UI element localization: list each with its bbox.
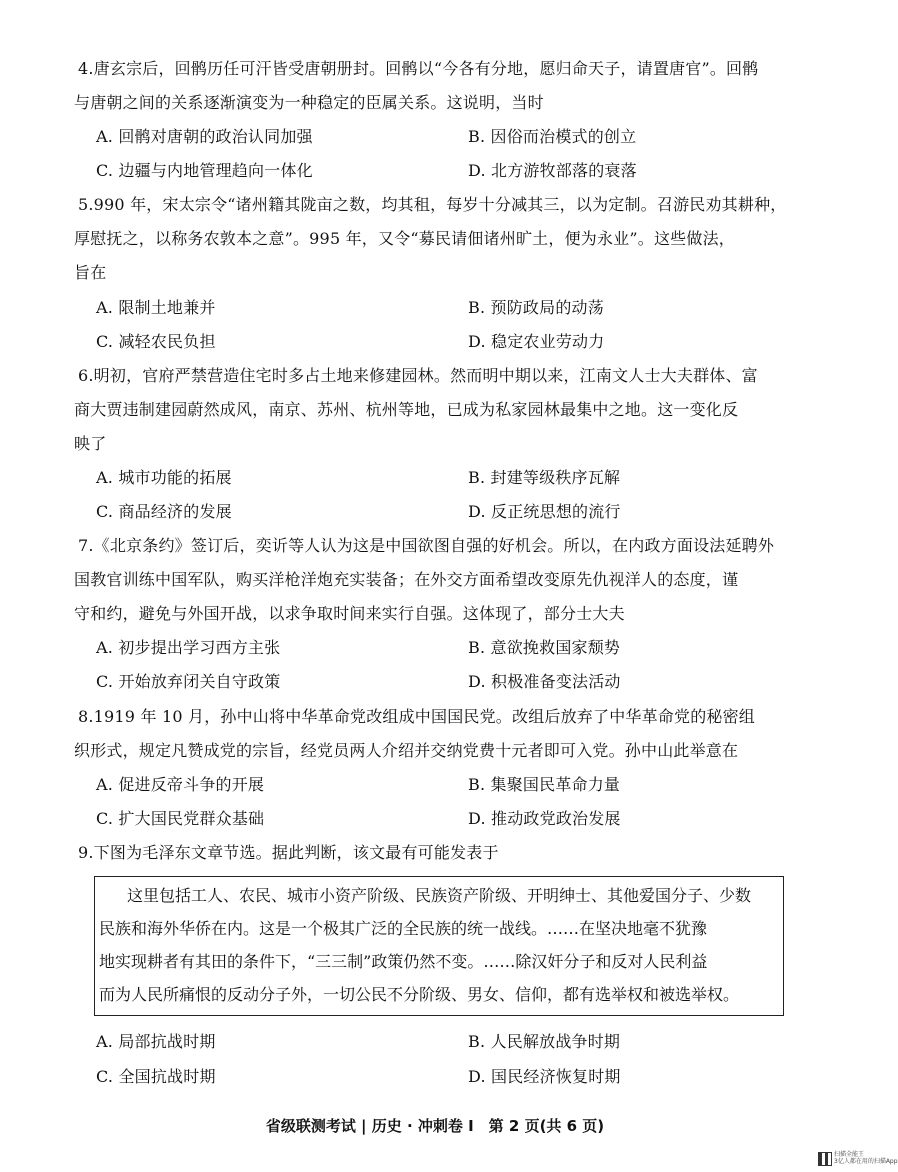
q6-stem-line-3: 映了: [74, 434, 107, 453]
q6-option-a: A. 城市功能的拓展: [96, 468, 232, 487]
q6-stem-line-1: 6.明初，官府严禁营造住宅时多占土地来修建园林。然而明中期以来，江南文人士大夫群体、富: [78, 366, 758, 385]
q5-stem-line-2: 厚慰抚之，以称务农敦本之意”。995 年，又令“募民请佃诸州旷土，便为永业”。这些做法，: [74, 229, 735, 248]
q8-option-c: C. 扩大国民党群众基础: [96, 809, 265, 828]
q4-option-a: A. 回鹘对唐朝的政治认同加强: [96, 127, 313, 146]
q9-option-d: D. 国民经济恢复时期: [468, 1067, 621, 1086]
q5-option-a: A. 限制土地兼并: [96, 298, 216, 317]
q8-option-b: B. 集聚国民革命力量: [468, 775, 621, 794]
q4-stem-line-2: 与唐朝之间的关系逐渐演变为一种稳定的臣属关系。这说明，当时: [74, 93, 544, 112]
q7-stem-line-3: 守和约，避免与外国开战，以求争取时间来实行自强。这体现了，部分士大夫: [74, 604, 625, 623]
quote-line: 而为人民所痛恨的反动分子外，一切公民不分阶级、男女、信仰，都有选举权和被选举权。: [99, 985, 740, 1004]
quote-excerpt-box: [94, 876, 784, 1016]
q6-stem-line-2: 商大贾违制建园蔚然成风，南京、苏州、杭州等地，已成为私家园林最集中之地。这一变化反: [74, 400, 739, 419]
q8-option-d: D. 推动政党政治发展: [468, 809, 621, 828]
q7-option-a: A. 初步提出学习西方主张: [96, 638, 281, 657]
q6-option-d: D. 反正统思想的流行: [468, 502, 621, 521]
q4-option-c: C. 边疆与内地管理趋向一体化: [96, 161, 313, 180]
watermark-line-1: 扫描全能王: [834, 1151, 865, 1158]
quote-line: 这里包括工人、农民、城市小资产阶级、民族资产阶级、开明绅士、其他爱国分子、少数: [127, 886, 752, 905]
q8-stem-line-1: 8.1919 年 10 月，孙中山将中华革命党改组成中国国民党。改组后放弃了中华革命党的秘密组: [78, 707, 756, 726]
q4-option-b: B. 因俗而治模式的创立: [468, 127, 637, 146]
q7-option-c: C. 开始放弃闭关自守政策: [96, 672, 281, 691]
q8-option-a: A. 促进反帝斗争的开展: [96, 775, 265, 794]
q9-option-b: B. 人民解放战争时期: [468, 1032, 621, 1051]
q9-option-a: A. 局部抗战时期: [96, 1032, 216, 1051]
q9-option-c: C. 全国抗战时期: [96, 1067, 216, 1086]
q4-stem-line-1: 4.唐玄宗后，回鹘历任可汗皆受唐朝册封。回鹘以“今各有分地，愿归命天子，请置唐官”。回鹘: [78, 59, 759, 78]
scanner-watermark: [834, 1151, 898, 1165]
qr-code-icon: [818, 1152, 832, 1166]
q5-option-b: B. 预防政局的动荡: [468, 298, 604, 317]
quote-line: 民族和海外华侨在内。这是一个极其广泛的全民族的统一战线。……在坚决地毫不犹豫: [99, 919, 708, 938]
q7-stem-line-1: 7.《北京条约》签订后，奕䜣等人认为这是中国欲图自强的好机会。所以，在内政方面设法延聘外: [78, 536, 775, 555]
q5-stem-line-1: 5.990 年，宋太宗令“诸州籍其陇亩之数，均其租，每岁十分减其三，以为定制。召游民劝其耕种，: [78, 195, 787, 214]
q5-stem-line-3: 旨在: [74, 263, 107, 282]
q8-stem-line-2: 织形式，规定凡赞成党的宗旨，经党员两人介绍并交纳党费十元者即可入党。孙中山此举意在: [74, 741, 739, 760]
watermark-line-2: 3亿人都在用的扫描App: [834, 1158, 898, 1165]
q9-stem-line-1: 9.下图为毛泽东文章节选。据此判断，该文最有可能发表于: [78, 843, 499, 862]
q7-option-b: B. 意欲挽救国家颓势: [468, 638, 621, 657]
q6-option-b: B. 封建等级秩序瓦解: [468, 468, 621, 487]
q5-option-d: D. 稳定农业劳动力: [468, 332, 605, 351]
quote-line: 地实现耕者有其田的条件下，“三三制”政策仍然不变。……除汉奸分子和反对人民利益: [99, 952, 708, 971]
page-footer: 省级联测考试 | 历史 · 冲刺卷 Ⅰ 第 2 页(共 6 页): [265, 1117, 605, 1135]
q4-option-d: D. 北方游牧部落的衰落: [468, 161, 637, 180]
q5-option-c: C. 减轻农民负担: [96, 332, 216, 351]
q7-stem-line-2: 国教官训练中国军队，购买洋枪洋炮充实装备；在外交方面希望改变原先仇视洋人的态度，谨: [74, 570, 739, 589]
q6-option-c: C. 商品经济的发展: [96, 502, 232, 521]
q7-option-d: D. 积极准备变法活动: [468, 672, 621, 691]
